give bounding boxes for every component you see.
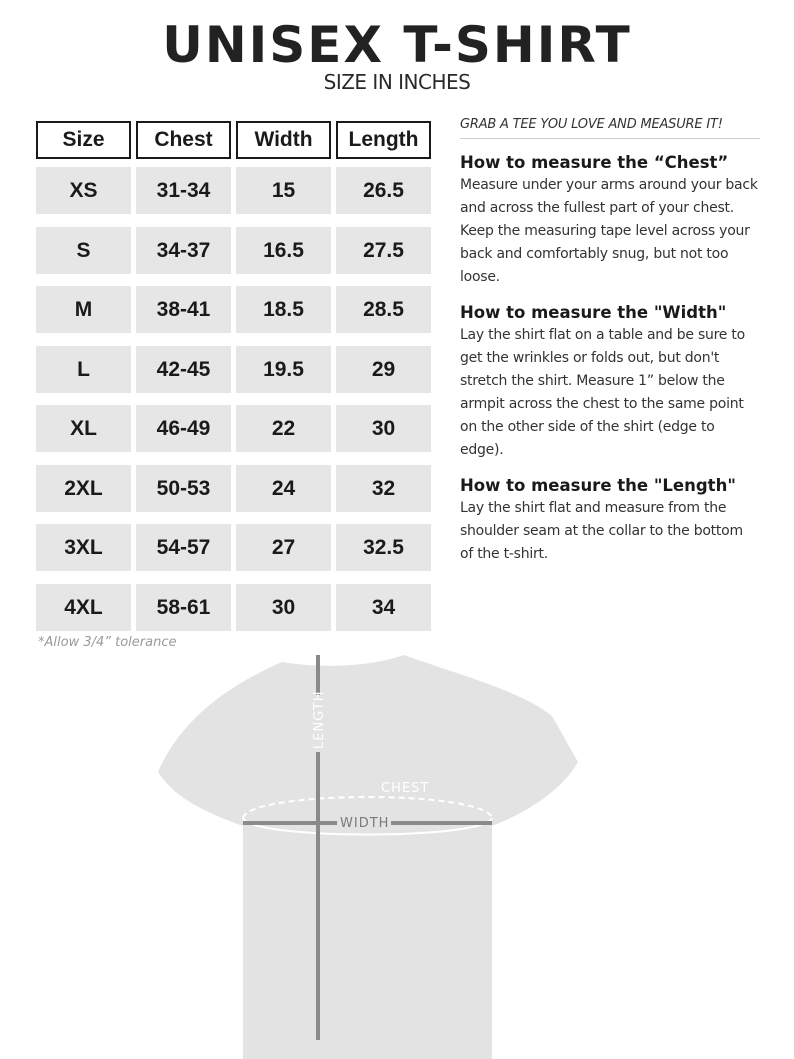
width-label: WIDTH xyxy=(340,816,390,831)
chest-cell: 38-41 xyxy=(136,286,231,333)
length-cell: 29 xyxy=(336,346,431,393)
tolerance-note: *Allow 3/4” tolerance xyxy=(38,635,177,650)
measure-instructions xyxy=(460,117,760,566)
section-body: Lay the shirt flat on a table and be sure to get the wrinkles or folds out, but don't stretch the shirt. Measure 1” below the armpit across the chest to the same point on the other side of the shirt (edge to edge). xyxy=(460,327,745,458)
width-cell: 19.5 xyxy=(236,346,331,393)
length-instructions xyxy=(460,476,760,566)
page-subtitle: SIZE IN INCHES xyxy=(323,70,471,94)
size-cell: XL xyxy=(36,405,131,452)
width-cell: 27 xyxy=(236,524,331,571)
chest-cell: 54-57 xyxy=(136,524,231,571)
chest-cell: 31-34 xyxy=(136,167,231,214)
size-cell: 2XL xyxy=(36,465,131,512)
section-title: How to measure the "Width" xyxy=(460,303,727,322)
size-cell: L xyxy=(36,346,131,393)
length-cell: 34 xyxy=(336,584,431,631)
length-cell: 30 xyxy=(336,405,431,452)
tshirt-shape xyxy=(158,655,578,1059)
size-cell: M xyxy=(36,286,131,333)
length-cell: 32.5 xyxy=(336,524,431,571)
length-cell: 28.5 xyxy=(336,286,431,333)
chest-instructions xyxy=(460,153,760,289)
header-width: Width xyxy=(236,121,331,159)
header-size: Size xyxy=(36,121,131,159)
size-cell: 4XL xyxy=(36,584,131,631)
width-cell: 22 xyxy=(236,405,331,452)
chest-cell: 42-45 xyxy=(136,346,231,393)
width-cell: 24 xyxy=(236,465,331,512)
width-instructions xyxy=(460,303,760,462)
section-body: Measure under your arms around your back and across the fullest part of your chest. Keep the measuring tape level across your back and comfortably snug, but not too loose. xyxy=(460,177,758,285)
chest-label: CHEST xyxy=(381,781,430,796)
width-cell: 16.5 xyxy=(236,227,331,274)
length-cell: 27.5 xyxy=(336,227,431,274)
header-chest: Chest xyxy=(136,121,231,159)
chest-cell: 58-61 xyxy=(136,584,231,631)
chest-cell: 50-53 xyxy=(136,465,231,512)
page-title: UNISEX T-SHIRT xyxy=(162,16,632,74)
tshirt-diagram xyxy=(0,650,794,1059)
section-body: Lay the shirt flat and measure from the shoulder seam at the collar to the bottom of the t-shirt. xyxy=(460,500,743,562)
size-cell: XS xyxy=(36,167,131,214)
section-title: How to measure the “Chest” xyxy=(460,153,729,172)
size-cell: S xyxy=(36,227,131,274)
section-title: How to measure the "Length" xyxy=(460,476,736,495)
length-cell: 32 xyxy=(336,465,431,512)
width-cell: 30 xyxy=(236,584,331,631)
tagline: GRAB A TEE YOU LOVE AND MEASURE IT! xyxy=(460,117,760,139)
length-label: LENGTH xyxy=(312,690,327,749)
chest-cell: 46-49 xyxy=(136,405,231,452)
width-cell: 18.5 xyxy=(236,286,331,333)
header-length: Length xyxy=(336,121,431,159)
size-cell: 3XL xyxy=(36,524,131,571)
length-cell: 26.5 xyxy=(336,167,431,214)
width-cell: 15 xyxy=(236,167,331,214)
chest-cell: 34-37 xyxy=(136,227,231,274)
